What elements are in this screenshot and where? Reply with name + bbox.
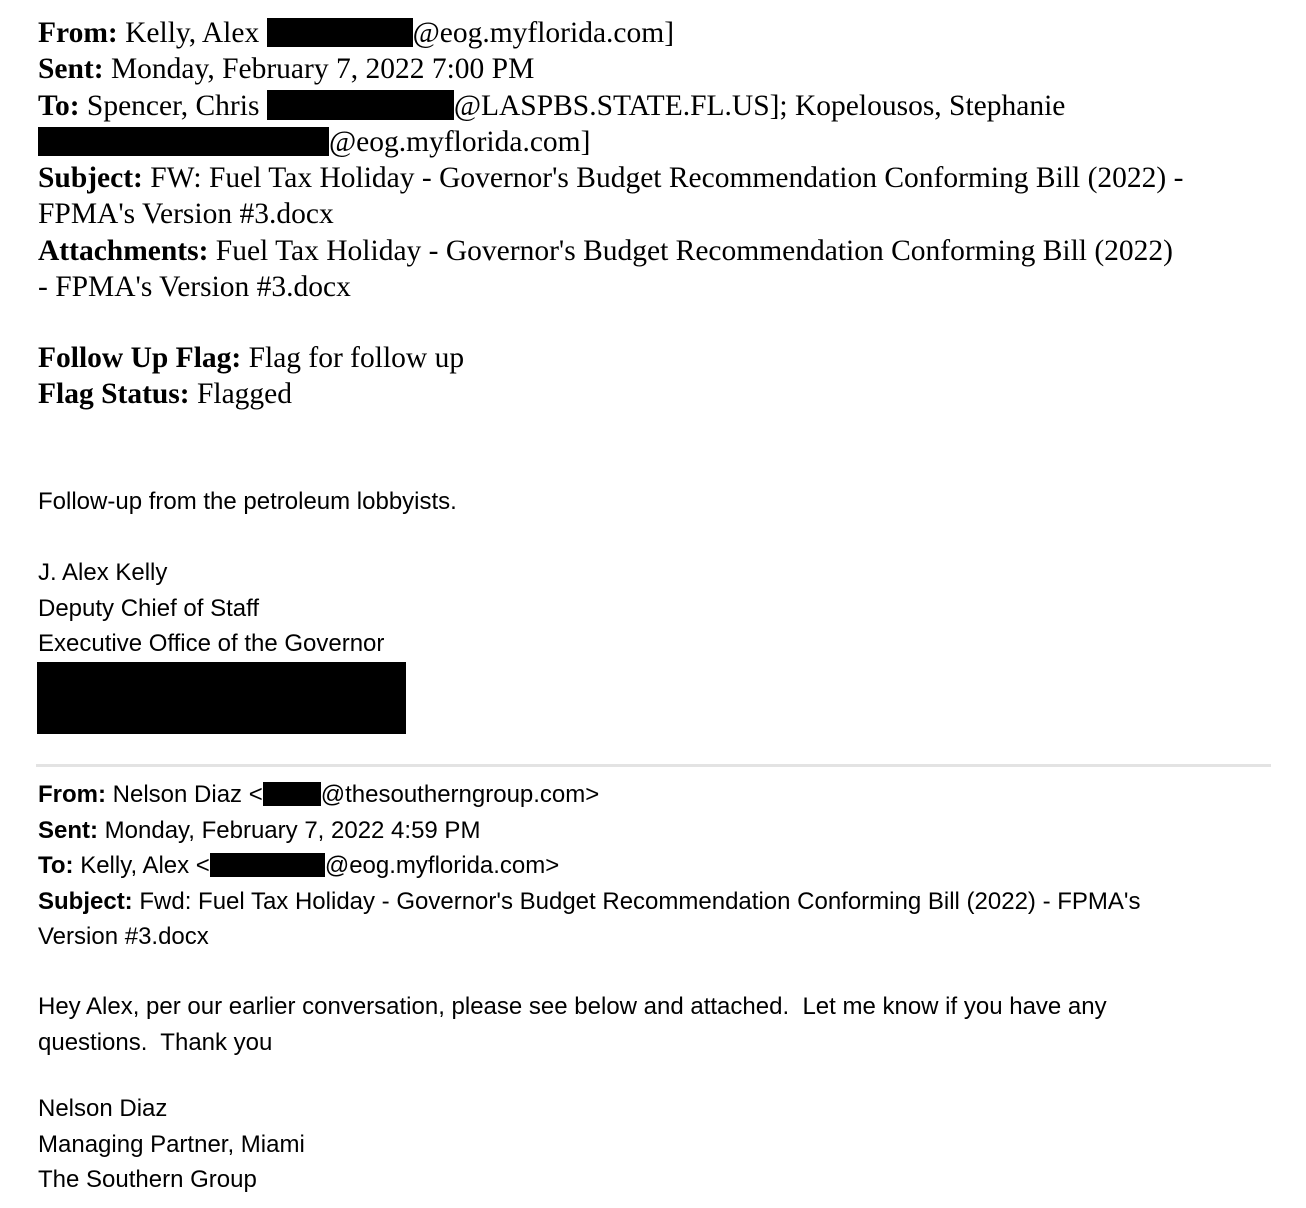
inner-email-body: [38, 989, 1107, 1060]
signature-redaction-block: [37, 662, 406, 734]
redaction-bar: [267, 18, 413, 48]
inner-sent-line: [38, 813, 1140, 849]
redaction-bar: [267, 90, 454, 120]
signature-name: J. Alex Kelly: [38, 559, 168, 586]
flag-status-line: [38, 376, 464, 412]
inner-from-name: Nelson Diaz <: [112, 781, 263, 808]
flag-status-label: Flag Status:: [38, 378, 190, 411]
follow-up-flag-line: [38, 340, 464, 376]
subject-label: Subject:: [38, 162, 143, 195]
email-divider: [36, 764, 1271, 767]
outer-email-header: [38, 15, 1183, 305]
follow-up-flag-label: Follow Up Flag:: [38, 342, 242, 374]
attachments-label: Attachments:: [38, 234, 209, 267]
inner-email-signature: [38, 1091, 305, 1198]
signature-title: Deputy Chief of Staff: [38, 594, 260, 622]
inner-to-email: @eog.myflorida.com>: [324, 852, 560, 879]
attachment-name[interactable]: Fuel Tax Holiday - Governor's Budget Recommendation Conforming Bill (2022): [215, 234, 1174, 267]
to-line-continued: [38, 124, 1183, 160]
inner-subject-label: Subject:: [38, 887, 133, 915]
inner-subject-text: Fwd: Fuel Tax Holiday - Governor's Budget Recommendation Conforming Bill (2022) - FPMA's: [139, 887, 1141, 915]
inner-from-email: @thesoutherngroup.com>: [320, 781, 600, 808]
outer-email-flags: [38, 340, 464, 413]
attachments-line-continued[interactable]: - FPMA's Version #3.docx: [38, 271, 351, 304]
attachments-line: [38, 233, 1183, 269]
subject-text: FW: Fuel Tax Holiday - Governor's Budget Recommendation Conforming Bill (2022) -: [150, 162, 1184, 195]
to-recipient-2-email: @eog.myflorida.com]: [329, 125, 591, 158]
outer-email-signature: [38, 555, 384, 662]
redaction-bar: [38, 127, 329, 157]
from-email: @eog.myflorida.com]: [412, 17, 675, 49]
inner-signature-title: Managing Partner, Miami: [38, 1130, 305, 1158]
redaction-bar: [210, 853, 325, 877]
inner-to-line: [38, 848, 1140, 884]
to-recipient-1-email: @LASPBS.STATE.FL.US];: [453, 89, 788, 122]
inner-subject-line: [38, 884, 1140, 920]
inner-email-header: [38, 777, 1140, 955]
inner-from-label: From:: [38, 781, 106, 808]
inner-to-name: Kelly, Alex <: [80, 852, 210, 879]
outer-email-body: Follow-up from the petroleum lobbyists.: [38, 488, 457, 515]
inner-signature-company: The Southern Group: [38, 1166, 257, 1193]
from-line: [38, 15, 1183, 51]
to-label: To:: [38, 89, 80, 122]
redaction-bar: [263, 782, 321, 806]
from-label: From:: [38, 17, 118, 49]
inner-body-line: Hey Alex, per our earlier conversation, please see below and attached. Let me know if you have any: [38, 993, 1107, 1020]
inner-signature-name: Nelson Diaz: [38, 1095, 168, 1122]
inner-from-line: [38, 777, 1140, 813]
to-line: [38, 88, 1183, 124]
inner-to-label: To:: [38, 852, 74, 879]
signature-office: Executive Office of the Governor: [38, 630, 385, 657]
sent-label: Sent:: [38, 53, 104, 86]
sent-line: [38, 51, 1183, 87]
subject-line-continued: FPMA's Version #3.docx: [38, 198, 334, 231]
to-recipient-1: Spencer, Chris: [86, 89, 260, 122]
flag-status-value: Flagged: [196, 378, 293, 411]
subject-line: [38, 160, 1183, 196]
inner-body-line: questions. Thank you: [38, 1028, 273, 1056]
to-recipient-2: Kopelousos, Stephanie: [795, 89, 1066, 122]
follow-up-flag-value: Flag for follow up: [248, 342, 465, 374]
inner-sent-value: Monday, February 7, 2022 4:59 PM: [104, 816, 481, 844]
sent-value: Monday, February 7, 2022 7:00 PM: [110, 53, 535, 86]
from-name: Kelly, Alex: [125, 17, 260, 49]
inner-subject-line-continued: Version #3.docx: [38, 923, 209, 950]
inner-sent-label: Sent:: [38, 816, 98, 844]
